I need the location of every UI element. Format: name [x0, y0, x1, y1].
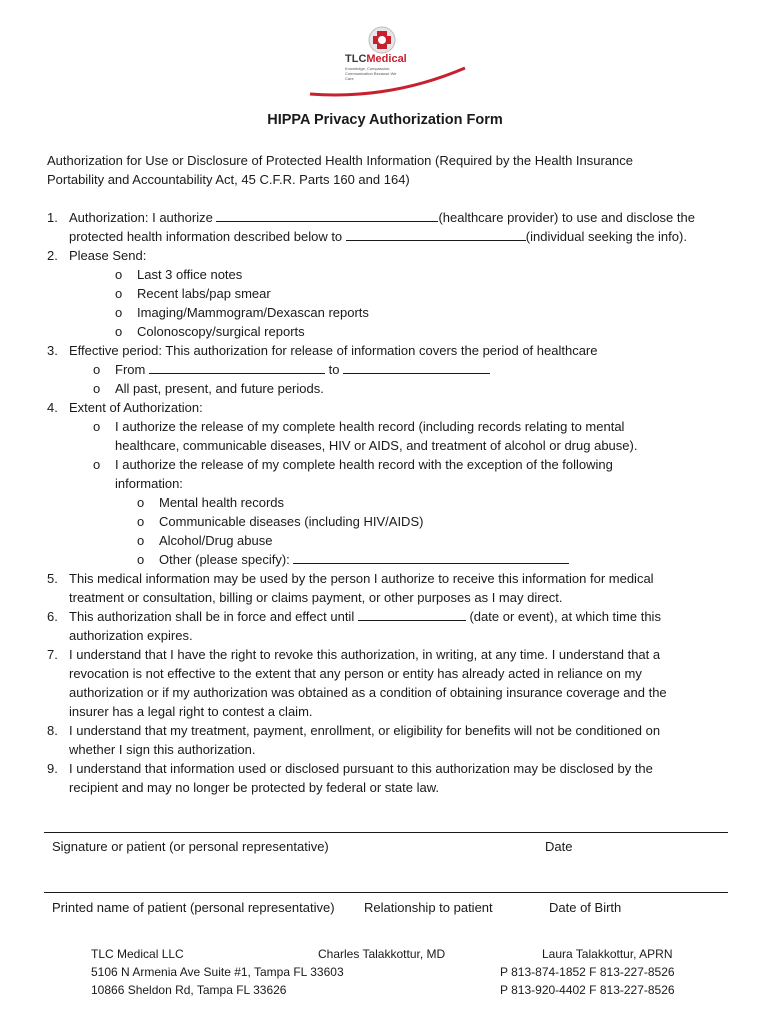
send-option[interactable]: Colonoscopy/surgical reports — [137, 324, 305, 339]
intro-line-2: Portability and Accountability Act, 45 C.F.R. Parts 160 and 164) — [47, 172, 410, 187]
logo-tagline: Knowledge, Compassion, Communication Because We Care — [345, 66, 397, 81]
bullet: o — [93, 362, 101, 377]
exception-option[interactable]: Communicable diseases (including HIV/AIDS) — [159, 514, 424, 529]
bullet: o — [137, 495, 145, 510]
footer-address-2: 10866 Sheldon Rd, Tampa FL 33626 — [91, 983, 287, 997]
bullet: o — [115, 324, 123, 339]
dob-label: Date of Birth — [549, 900, 622, 915]
please-send-label: Please Send: — [69, 248, 147, 263]
item-8-line-2: whether I sign this authorization. — [69, 742, 256, 757]
item-number: 2. — [47, 248, 58, 263]
item-9-line-2: recipient and may no longer be protected by federal or state law. — [69, 780, 439, 795]
item-number: 7. — [47, 647, 58, 662]
extent-option-exception-cont: information: — [115, 476, 183, 491]
other-specify-field[interactable] — [293, 551, 569, 564]
item-6-line-2: authorization expires. — [69, 628, 193, 643]
item-number: 6. — [47, 609, 58, 624]
signature-line[interactable] — [44, 832, 728, 833]
bullet: o — [93, 381, 101, 396]
send-option[interactable]: Recent labs/pap smear — [137, 286, 271, 301]
item-7-line-1: I understand that I have the right to revoke this authorization, in writing, at any time. I understand that a — [69, 647, 661, 662]
item-number: 9. — [47, 761, 58, 776]
extent-option-complete-cont: healthcare, communicable diseases, HIV or AIDS, and treatment of alcohol or drug abuse). — [115, 438, 638, 453]
item-7-line-3: authorization or if my authorization was obtained as a condition of obtaining insurance coverage and the — [69, 685, 667, 700]
bullet: o — [137, 533, 145, 548]
bullet: o — [137, 514, 145, 529]
exception-option[interactable]: Mental health records — [159, 495, 285, 510]
item-number: 4. — [47, 400, 58, 415]
item-1-line-2: protected health information described below to (individual seeking the info). — [69, 229, 687, 244]
from-date-field[interactable] — [149, 361, 325, 374]
bullet: o — [115, 267, 123, 282]
exception-other-row: Other (please specify): — [159, 550, 569, 569]
logo-name: TLCMedical — [345, 53, 407, 65]
signature-label: Signature or patient (or personal representative) — [52, 839, 329, 854]
bullet: o — [93, 419, 101, 434]
send-option[interactable]: Last 3 office notes — [137, 267, 243, 282]
all-periods-option[interactable]: All past, present, and future periods. — [115, 381, 324, 396]
relationship-label: Relationship to patient — [364, 900, 493, 915]
item-8-line-1: I understand that my treatment, payment, enrollment, or eligibility for benefits will not be conditioned on — [69, 723, 661, 738]
period-range-row: From to — [115, 360, 490, 379]
bullet: o — [93, 457, 101, 472]
bullet: o — [137, 552, 145, 567]
item-5-line-1: This medical information may be used by the person I authorize to receive this information for medical — [69, 571, 654, 586]
extent-option-complete[interactable]: I authorize the release of my complete health record (including records relating to mental — [115, 419, 625, 434]
extent-label: Extent of Authorization: — [69, 400, 203, 415]
footer-phone-1: P 813-874-1852 F 813-227-8526 — [500, 965, 675, 979]
item-1-line-1: Authorization: I authorize (healthcare provider) to use and disclose the — [69, 210, 695, 225]
exception-option[interactable]: Alcohol/Drug abuse — [159, 533, 273, 548]
intro-line-1: Authorization for Use or Disclosure of Protected Health Information (Required by the Health Insurance — [47, 153, 634, 168]
footer-phone-2: P 813-920-4402 F 813-227-8526 — [500, 983, 675, 997]
item-number: 3. — [47, 343, 58, 358]
item-9-line-1: I understand that information used or disclosed pursuant to this authorization may be disclosed by the — [69, 761, 653, 776]
bullet: o — [115, 305, 123, 320]
extent-option-exception[interactable]: I authorize the release of my complete health record with the exception of the following — [115, 457, 613, 472]
form-title: HIPPA Privacy Authorization Form — [267, 112, 503, 128]
item-number: 5. — [47, 571, 58, 586]
item-7-line-2: revocation is not effective to the extent that any person or entity has already acted in reliance on my — [69, 666, 642, 681]
item-number: 1. — [47, 210, 58, 225]
printed-name-line[interactable] — [44, 892, 728, 893]
recipient-field[interactable] — [346, 228, 526, 241]
footer-physician: Charles Talakkottur, MD — [318, 947, 446, 961]
footer-company: TLC Medical LLC — [91, 947, 184, 961]
item-5-line-2: treatment or consultation, billing or claims payment, or other purposes as I may direct. — [69, 590, 563, 605]
to-date-field[interactable] — [343, 361, 490, 374]
footer-aprn: Laura Talakkottur, APRN — [542, 947, 673, 961]
footer-address-1: 5106 N Armenia Ave Suite #1, Tampa FL 33603 — [91, 965, 344, 979]
bullet: o — [115, 286, 123, 301]
date-label: Date — [545, 839, 573, 854]
send-option[interactable]: Imaging/Mammogram/Dexascan reports — [137, 305, 369, 320]
item-6-line-1: This authorization shall be in force and effect until (date or event), at which time this — [69, 609, 661, 624]
printed-name-label: Printed name of patient (personal representative) — [52, 900, 335, 915]
healthcare-provider-field[interactable] — [216, 209, 438, 222]
item-7-line-4: insurer has a legal right to contest a claim. — [69, 704, 313, 719]
effective-period-label: Effective period: This authorization for release of information covers the period of healthcare — [69, 343, 598, 358]
item-number: 8. — [47, 723, 58, 738]
expiration-field[interactable] — [358, 608, 466, 621]
